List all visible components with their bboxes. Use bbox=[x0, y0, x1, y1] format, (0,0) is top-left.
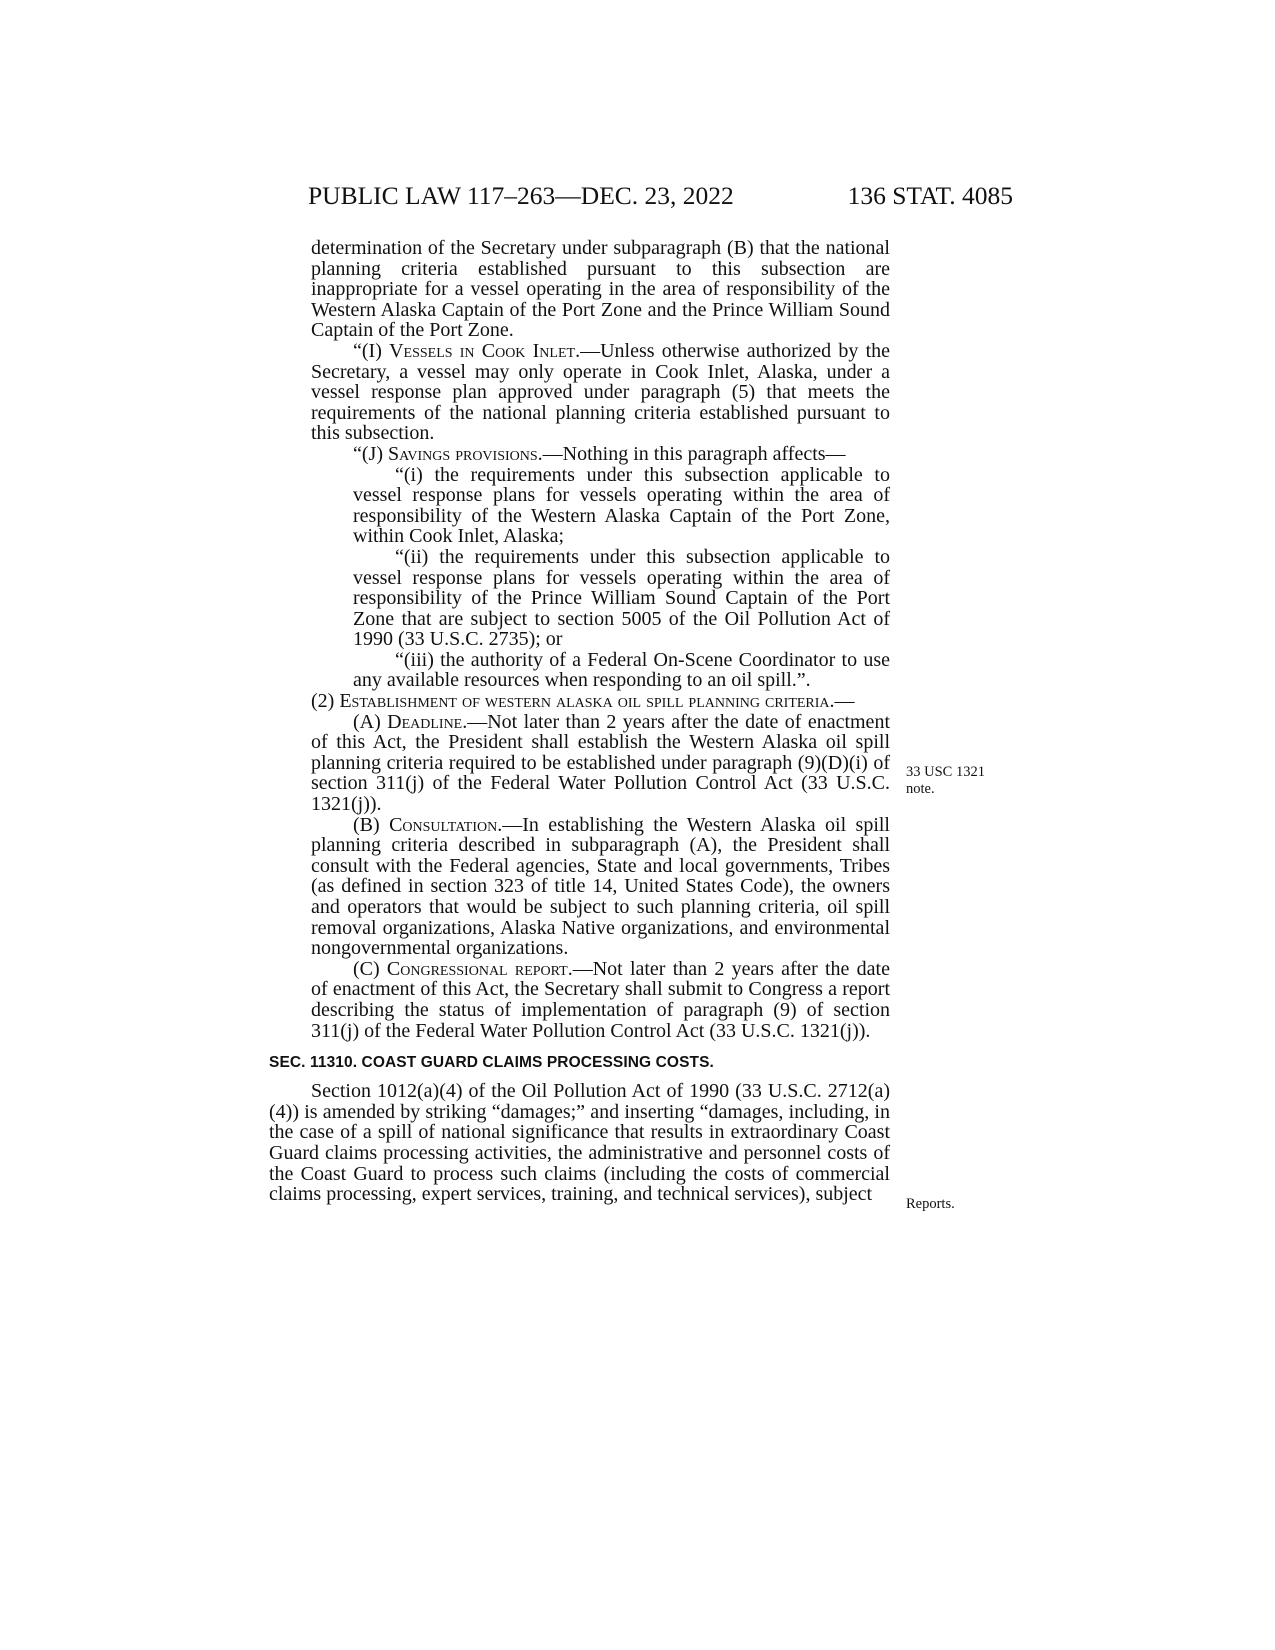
subparagraph-I: “(I) Vessels in Cook Inlet.—Unless otherwise authorized by the Secretary, a vessel may only operate in Cook Inlet, Alaska, under a vessel response plan approved under paragraph (5) that meets the requirements of the national planning criteria established pursuant to this subsection. bbox=[311, 339, 890, 445]
section-text: Section 1012(a)(4) of the Oil Pollution Act of 1990 (33 U.S.C. 2712(a)(4)) is amended by striking “damages;” and inserting “damages, including, in the case of a spill of national significance that results in extraordinary Coast Guard claims processing activities, the administrative and personnel costs of the Coast Guard to process such claims (including the costs of commercial claims processing, expert services, training, and technical services), subject bbox=[269, 1080, 890, 1206]
subparagraph-C: (C) Congressional report.—Not later than 2 years after the date of enactment of this Act, the Secretary shall submit to Congress a report describing the status of implementation of paragraph (9) of section 311(j) of the Federal Water Pollution Control Act (33 U.S.C. 1321(j)). bbox=[311, 957, 890, 1042]
clause-ii: “(ii) the requirements under this subsection applicable to vessel response plans for vessels operating within the area of responsibility of the Prince William Sound Captain of the Port Zone that are subject to section 5005 of the Oil Pollution Act of 1990 (33 U.S.C. 2735); or bbox=[353, 545, 890, 651]
subparagraph-A-heading: Deadline bbox=[387, 710, 463, 733]
paragraph-2: (2) Establishment of western alaska oil spill planning criteria.— bbox=[311, 690, 855, 713]
subparagraph-J-heading: Savings provisions bbox=[387, 442, 538, 465]
public-law-title: PUBLIC LAW 117–263—DEC. 23, 2022 bbox=[308, 181, 734, 210]
page-header bbox=[308, 176, 1013, 216]
margin-note-reports: Reports. bbox=[906, 1196, 955, 1212]
clause-iii: “(iii) the authority of a Federal On-Scene Coordinator to use any available resources when responding to an oil spill.”. bbox=[353, 648, 890, 692]
subparagraph-C-heading: Congressional report bbox=[386, 957, 568, 980]
margin-note-usc: 33 USC 1321 note. bbox=[906, 764, 985, 797]
subparagraph-B: (B) Consultation.—In establishing the Western Alaska oil spill planning criteria described in subparagraph (A), the President shall consult with the Federal agencies, State and local governments, Tribes (as defined in section 323 of title 14, United States Code), the owners and operators that would be subject to such planning criteria, oil spill removal organizations, Alaska Native organizations, and environmental nongovernmental organizations. bbox=[311, 813, 890, 960]
clause-i: “(i) the requirements under this subsection applicable to vessel response plans for vessels operating within the area of responsibility of the Western Alaska Captain of the Port Zone, within Cook Inlet, Alaska; bbox=[353, 463, 890, 548]
subparagraph-A: (A) Deadline.—Not later than 2 years after the date of enactment of this Act, the President shall establish the Western Alaska oil spill planning criteria required to be established under paragraph (9)(D)(i) of section 311(j) of the Federal Water Pollution Control Act (33 U.S.C. 1321(j)). bbox=[311, 710, 890, 816]
statute-page-number: 136 STAT. 4085 bbox=[847, 181, 1013, 210]
paragraph-2-heading: Establishment of western alaska oil spill planning criteria bbox=[339, 690, 830, 713]
section-heading: SEC. 11310. COAST GUARD CLAIMS PROCESSING COSTS. bbox=[269, 1054, 714, 1072]
continued-paragraph: determination of the Secretary under subparagraph (B) that the national planning criteria established pursuant to this subsection are inappropriate for a vessel operating in the area of responsibility of the Western Alaska Captain of the Port Zone and the Prince William Sound Captain of the Port Zone. bbox=[311, 237, 890, 342]
subparagraph-J: “(J) Savings provisions.—Nothing in this paragraph affects— bbox=[353, 442, 846, 465]
subparagraph-B-heading: Consultation bbox=[389, 813, 498, 836]
subparagraph-I-heading: Vessels in Cook Inlet bbox=[389, 339, 576, 362]
body-text bbox=[269, 238, 890, 1205]
